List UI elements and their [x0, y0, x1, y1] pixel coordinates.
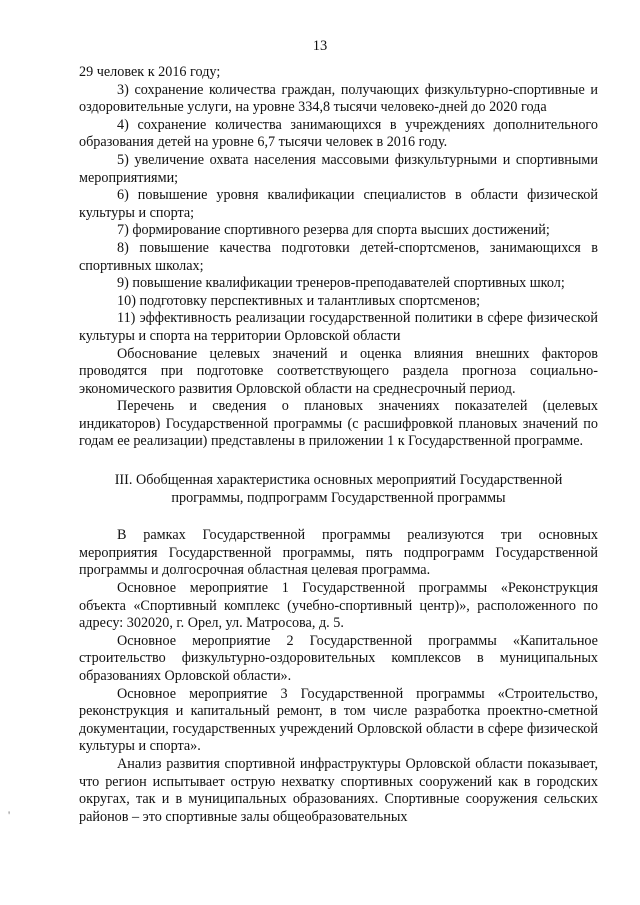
- paragraph: Основное мероприятие 2 Государственной программы «Капитальное строительство физкультурно-оздоровительных комплексов в муниципальных образованиях Орловской области».: [79, 632, 598, 684]
- paragraph: 5) увеличение охвата населения массовыми физкультурными и спортивными мероприятиями;: [79, 151, 598, 186]
- paragraph: 9) повышение квалификации тренеров-преподавателей спортивных школ;: [117, 275, 565, 292]
- paragraph: Основное мероприятие 1 Государственной программы «Реконструкция объекта «Спортивный комплекс (учебно-спортивный центр)», расположенного по адресу: 302020, г. Орел, ул. Матросова, д. 5.: [79, 580, 598, 632]
- paragraph: Перечень и сведения о плановых значениях показателей (целевых индикаторов) Государственной программы (с расшифровкой плановых значений по годам ее реализации) представлены в приложении 1 к Государственной программе.: [79, 398, 598, 450]
- page-number: 13: [312, 38, 328, 54]
- paragraph: 7) формирование спортивного резерва для спорта высших достижений;: [117, 222, 550, 239]
- paragraph: Обоснование целевых значений и оценка влияния внешних факторов проводятся при подготовке соответствующего раздела прогноза социально-экономического развития Орловской области на среднесрочный период.: [79, 345, 598, 397]
- paragraph: Основное мероприятие 3 Государственной программы «Строительство, реконструкция и капитальный ремонт, в том числе разработка проектно-сметной документации, государственных учреждений Орловской области в сфере физической культуры и спорта».: [79, 685, 598, 755]
- paragraph: 6) повышение уровня квалификации специалистов в области физической культуры и спорта;: [79, 187, 598, 221]
- paragraph: 8) повышение качества подготовки детей-спортсменов, занимающихся в спортивных школах;: [79, 239, 598, 274]
- paragraph: 10) подготовку перспективных и талантливых спортсменов;: [117, 292, 481, 309]
- paragraph: 29 человек к 2016 году;: [79, 64, 221, 80]
- margin-mark: ': [8, 808, 11, 822]
- paragraph: Анализ развития спортивной инфраструктуры Орловской области показывает, что регион испытывает острую нехватку спортивных сооружений как в городских округах, так и в муниципальных образованиях. Спортивные сооружения сельских районов – это спортивные залы общеобразовательных: [79, 755, 598, 825]
- section-heading-line: программы, подпрограмм Государственной программы: [171, 489, 506, 506]
- document-body: [79, 64, 598, 826]
- paragraph: 4) сохранение количества занимающихся в учреждениях дополнительного образования детей на уровне 6,7 тысячи человек в 2016 году.: [79, 116, 598, 151]
- section-heading: [79, 472, 598, 507]
- paragraph: 3) сохранение количества граждан, получающих физкультурно-спортивные и оздоровительные услуги, на уровне 334,8 тысячи человеко-дней до 2020 года: [79, 81, 598, 116]
- paragraph: В рамках Государственной программы реализуются три основных мероприятия Государственной программы, пять подпрограмм Государственной программы и долгосрочная областная целевая программа.: [79, 527, 598, 579]
- paragraph: 11) эффективность реализации государственной политики в сфере физической культуры и спорта на территории Орловской области: [79, 310, 598, 344]
- section-heading-line: III. Обобщенная характеристика основных мероприятий Государственной: [114, 472, 563, 489]
